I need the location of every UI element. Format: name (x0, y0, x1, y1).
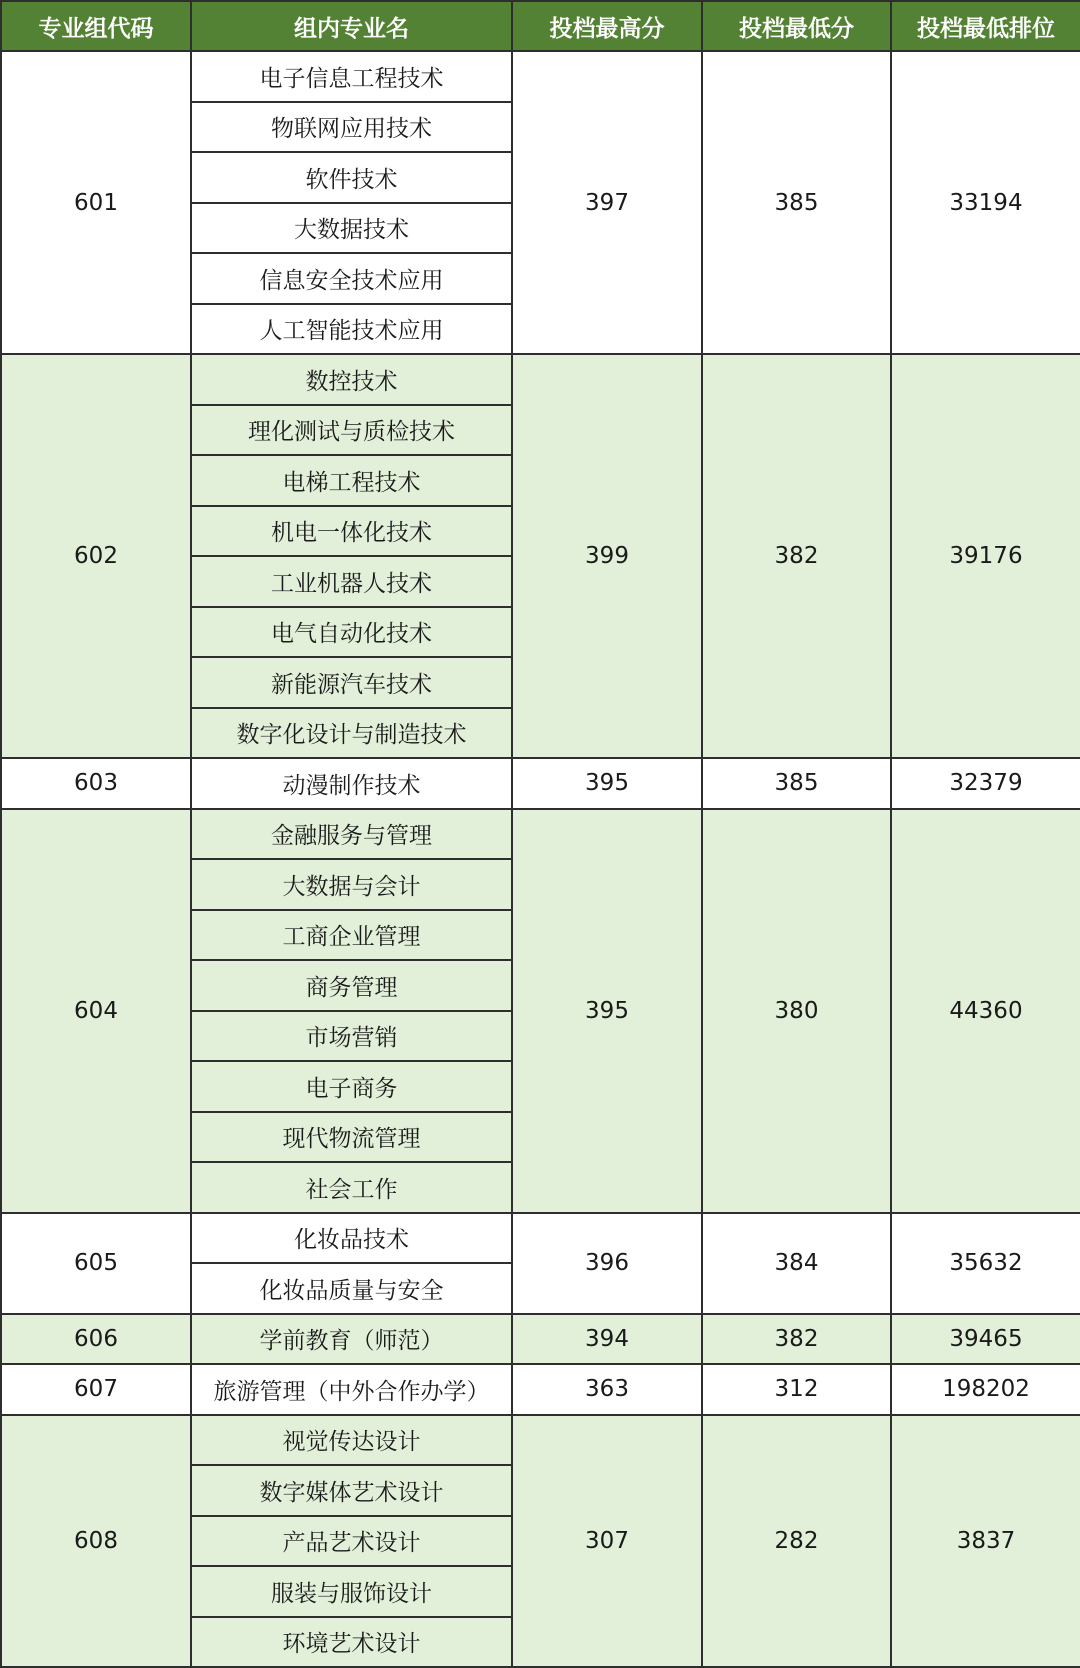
table-body (1, 51, 1080, 1667)
major-name-cell: 机电一体化技术 (191, 506, 512, 557)
max-score-cell: 363 (512, 1364, 702, 1415)
group-code-cell: 603 (1, 758, 191, 809)
major-name-cell: 电子商务 (191, 1061, 512, 1112)
min-rank-cell: 3837 (891, 1415, 1080, 1668)
major-name-cell: 人工智能技术应用 (191, 304, 512, 355)
min-score-cell: 382 (702, 1314, 891, 1365)
table-header (1, 1, 1080, 51)
group-code-cell: 607 (1, 1364, 191, 1415)
major-name-cell: 环境艺术设计 (191, 1617, 512, 1668)
max-score-cell: 394 (512, 1314, 702, 1365)
major-name-cell: 电子信息工程技术 (191, 51, 512, 102)
major-name-cell: 学前教育（师范） (191, 1314, 512, 1365)
max-score-cell: 399 (512, 354, 702, 758)
min-rank-cell: 39465 (891, 1314, 1080, 1365)
min-rank-cell: 35632 (891, 1213, 1080, 1314)
group-code-cell: 605 (1, 1213, 191, 1314)
major-name-cell: 大数据技术 (191, 203, 512, 254)
major-name-cell: 数字化设计与制造技术 (191, 708, 512, 759)
table-row (1, 1364, 1080, 1415)
max-score-cell: 397 (512, 51, 702, 354)
group-code-cell: 604 (1, 809, 191, 1213)
header-max-score: 投档最高分 (512, 1, 702, 51)
group-code-cell: 602 (1, 354, 191, 758)
max-score-cell: 307 (512, 1415, 702, 1668)
header-row (1, 1, 1080, 51)
group-code-cell: 606 (1, 1314, 191, 1365)
table-row (1, 809, 1080, 860)
major-name-cell: 软件技术 (191, 152, 512, 203)
table-row (1, 1314, 1080, 1365)
table-row (1, 354, 1080, 405)
min-rank-cell: 32379 (891, 758, 1080, 809)
min-score-cell: 385 (702, 758, 891, 809)
header-min-score: 投档最低分 (702, 1, 891, 51)
major-name-cell: 工业机器人技术 (191, 556, 512, 607)
group-code-cell: 601 (1, 51, 191, 354)
major-name-cell: 信息安全技术应用 (191, 253, 512, 304)
min-score-cell: 384 (702, 1213, 891, 1314)
min-rank-cell: 33194 (891, 51, 1080, 354)
max-score-cell: 395 (512, 758, 702, 809)
major-name-cell: 视觉传达设计 (191, 1415, 512, 1466)
min-score-cell: 382 (702, 354, 891, 758)
major-name-cell: 新能源汽车技术 (191, 657, 512, 708)
major-name-cell: 理化测试与质检技术 (191, 405, 512, 456)
header-group-code: 专业组代码 (1, 1, 191, 51)
min-rank-cell: 198202 (891, 1364, 1080, 1415)
major-name-cell: 数字媒体艺术设计 (191, 1465, 512, 1516)
major-name-cell: 社会工作 (191, 1162, 512, 1213)
header-min-rank: 投档最低排位 (891, 1, 1080, 51)
max-score-cell: 396 (512, 1213, 702, 1314)
header-major-name: 组内专业名 (191, 1, 512, 51)
major-name-cell: 旅游管理（中外合作办学） (191, 1364, 512, 1415)
major-name-cell: 化妆品技术 (191, 1213, 512, 1264)
min-score-cell: 380 (702, 809, 891, 1213)
major-name-cell: 服装与服饰设计 (191, 1566, 512, 1617)
table-row (1, 758, 1080, 809)
major-name-cell: 电气自动化技术 (191, 607, 512, 658)
major-name-cell: 数控技术 (191, 354, 512, 405)
min-score-cell: 312 (702, 1364, 891, 1415)
major-name-cell: 产品艺术设计 (191, 1516, 512, 1567)
major-name-cell: 物联网应用技术 (191, 102, 512, 153)
max-score-cell: 395 (512, 809, 702, 1213)
major-name-cell: 商务管理 (191, 960, 512, 1011)
major-name-cell: 金融服务与管理 (191, 809, 512, 860)
major-name-cell: 工商企业管理 (191, 910, 512, 961)
table-row (1, 51, 1080, 102)
table-row (1, 1213, 1080, 1264)
min-score-cell: 385 (702, 51, 891, 354)
min-rank-cell: 44360 (891, 809, 1080, 1213)
min-rank-cell: 39176 (891, 354, 1080, 758)
major-name-cell: 市场营销 (191, 1011, 512, 1062)
major-name-cell: 电梯工程技术 (191, 455, 512, 506)
min-score-cell: 282 (702, 1415, 891, 1668)
major-name-cell: 大数据与会计 (191, 859, 512, 910)
major-name-cell: 动漫制作技术 (191, 758, 512, 809)
group-code-cell: 608 (1, 1415, 191, 1668)
major-name-cell: 现代物流管理 (191, 1112, 512, 1163)
major-name-cell: 化妆品质量与安全 (191, 1263, 512, 1314)
table-row (1, 1415, 1080, 1466)
